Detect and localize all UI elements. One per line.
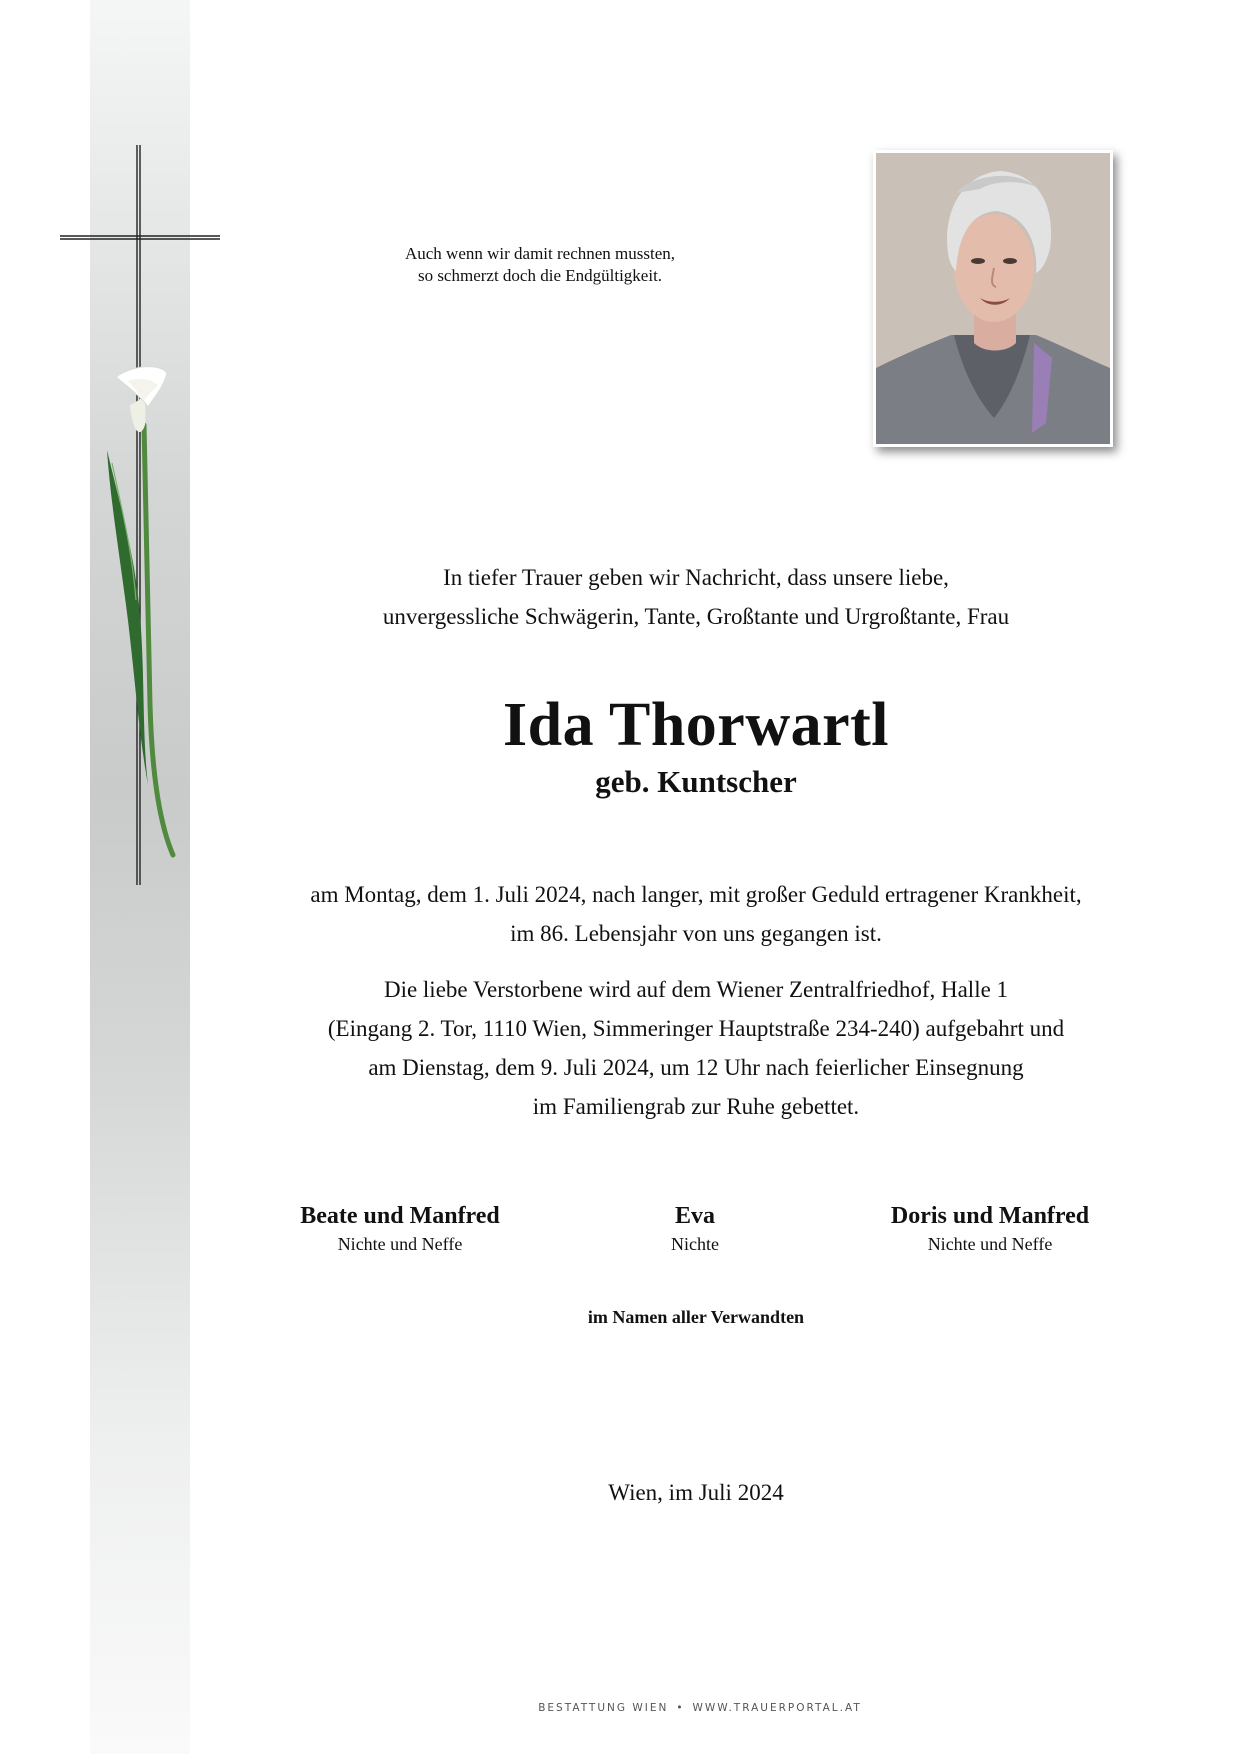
funeral-line: im Familiengrab zur Ruhe gebettet. xyxy=(532,1094,860,1119)
motto-line: so schmerzt doch die Endgültigkeit. xyxy=(417,266,663,285)
mourner-relation: Nichte xyxy=(671,1234,719,1254)
mourner-relation: Nichte und Neffe xyxy=(927,1234,1053,1254)
footer-separator: • xyxy=(676,1702,685,1714)
funeral-line: am Dienstag, dem 9. Juli 2024, um 12 Uhr nach feierlicher Einsegnung xyxy=(368,1055,1024,1080)
relatives-line: im Namen aller Verwandten xyxy=(587,1307,805,1327)
place-date: Wien, im Juli 2024 xyxy=(608,1480,784,1505)
death-notice-line: am Montag, dem 1. Juli 2024, nach langer, mit großer Geduld ertragener Krankheit, xyxy=(310,882,1082,907)
motto-line: Auch wenn wir damit rechnen mussten, xyxy=(404,244,676,263)
funeral-line: (Eingang 2. Tor, 1110 Wien, Simmeringer Hauptstraße 234-240) aufgebahrt und xyxy=(327,1016,1065,1041)
deceased-name: Ida Thorwartl xyxy=(502,691,889,759)
funeral-details xyxy=(200,970,1192,1126)
footer-company: BESTATTUNG WIEN xyxy=(538,1702,669,1714)
mourner-entry xyxy=(240,1200,560,1256)
cross-icon xyxy=(60,145,220,885)
death-notice-line: im 86. Lebensjahr von uns gegangen ist. xyxy=(510,921,882,946)
mourner-relation: Nichte und Neffe xyxy=(337,1234,463,1254)
deceased-birth-name: geb. Kuntscher xyxy=(595,764,797,799)
footer-website-link[interactable]: WWW.TRAUERPORTAL.AT xyxy=(692,1702,862,1714)
mourner-entry xyxy=(830,1200,1150,1256)
mourner-name: Doris und Manfred xyxy=(890,1203,1090,1229)
mourner-name: Eva xyxy=(674,1203,715,1229)
intro-line: In tiefer Trauer geben wir Nachricht, dass unsere liebe, xyxy=(443,565,949,590)
death-notice xyxy=(200,875,1192,953)
portrait-frame xyxy=(873,150,1113,447)
cross-with-lily-icon xyxy=(60,145,220,885)
motto-quote xyxy=(340,243,740,287)
intro-text xyxy=(200,558,1192,636)
mourner-entry xyxy=(535,1200,855,1256)
footer-credit xyxy=(440,1702,960,1714)
portrait-photo xyxy=(876,153,1110,444)
funeral-line: Die liebe Verstorbene wird auf dem Wiener Zentralfriedhof, Halle 1 xyxy=(383,977,1009,1002)
mourner-name: Beate und Manfred xyxy=(300,1203,500,1229)
intro-line: unvergessliche Schwägerin, Tante, Großtante und Urgroßtante, Frau xyxy=(382,604,1010,629)
